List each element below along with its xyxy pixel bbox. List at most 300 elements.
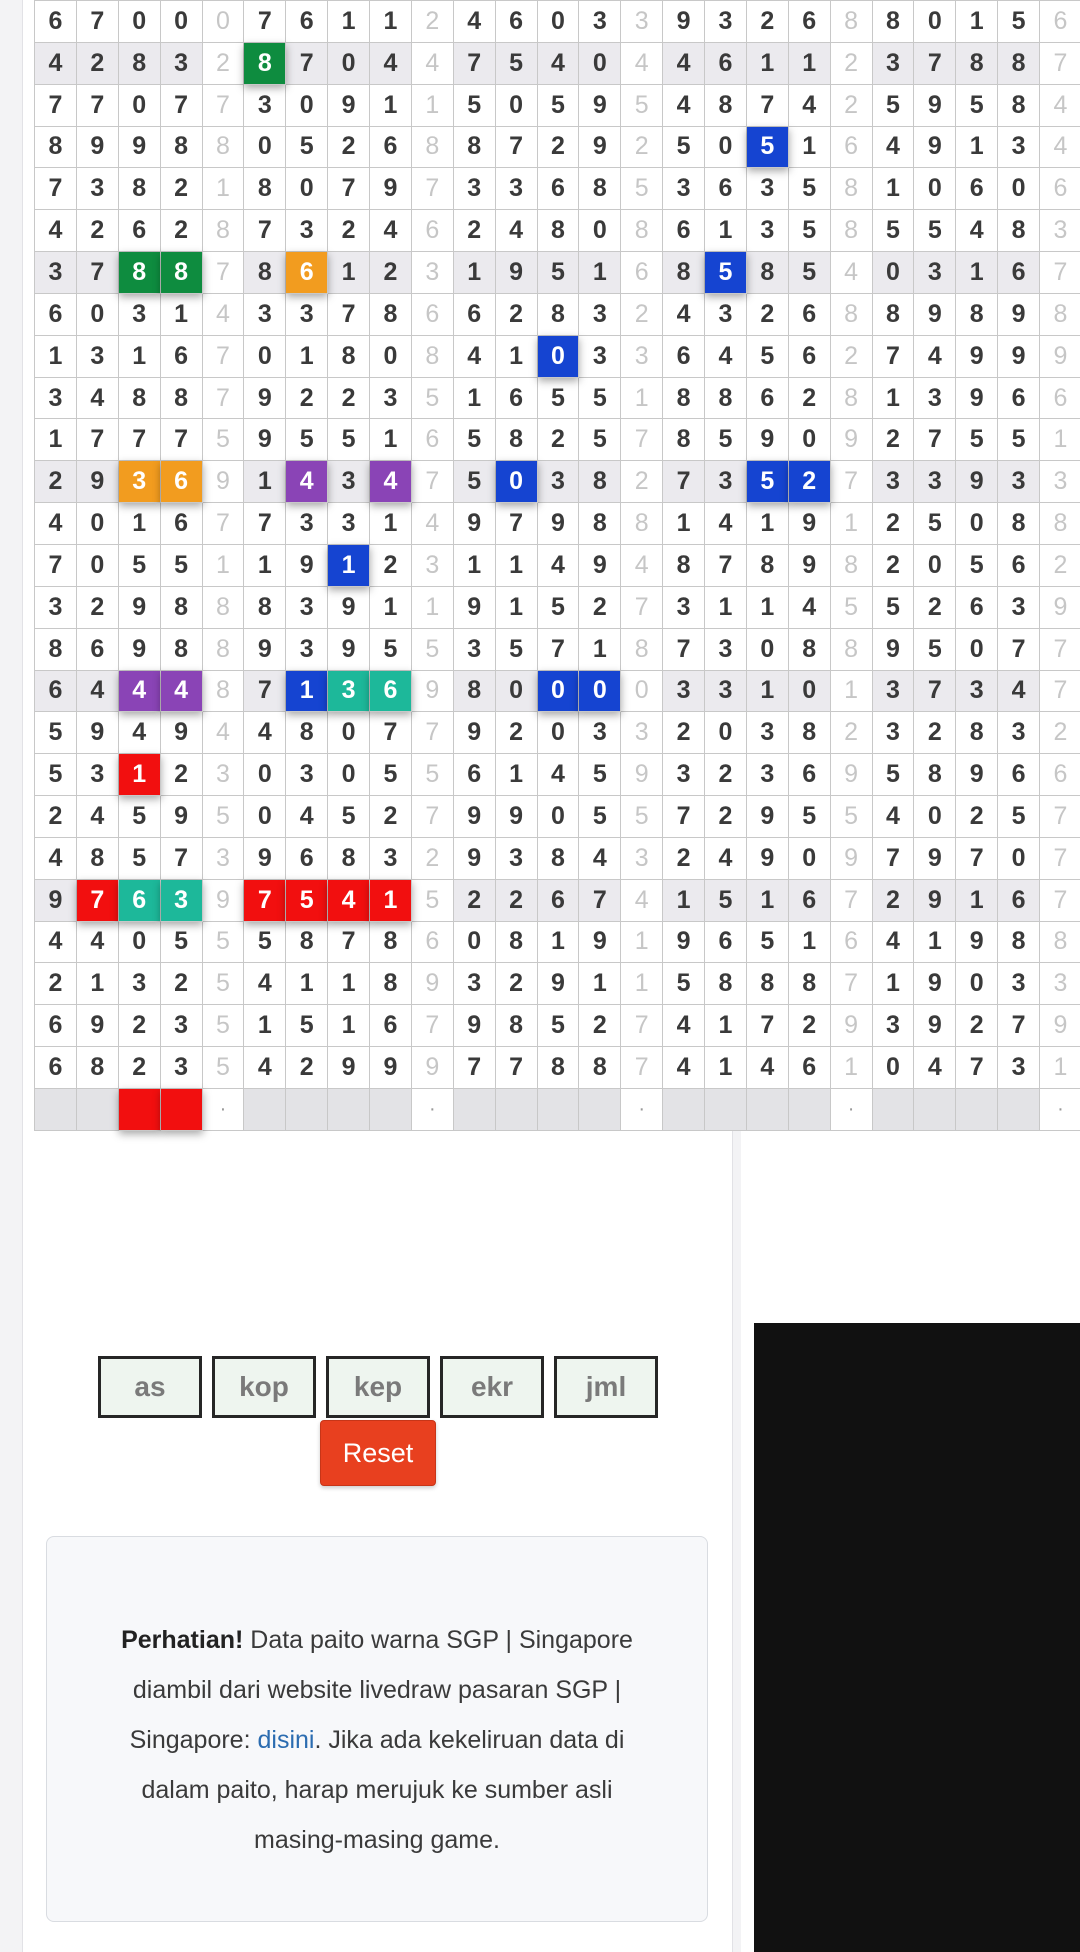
number-cell: 3: [998, 127, 1040, 169]
ekr-button[interactable]: ekr: [440, 1356, 544, 1418]
separator-cell: 8: [831, 629, 873, 671]
separator-cell: 5: [412, 378, 454, 420]
number-cell: 4: [873, 796, 915, 838]
number-cell: 6: [370, 1005, 412, 1047]
number-cell: 6: [538, 880, 580, 922]
number-cell: 8: [538, 294, 580, 336]
number-cell: 0: [914, 545, 956, 587]
number-cell: 5: [747, 461, 789, 503]
number-cell: 6: [496, 1, 538, 43]
number-cell: 3: [454, 629, 496, 671]
number-cell: 3: [579, 336, 621, 378]
number-cell: 4: [873, 922, 915, 964]
jml-button[interactable]: jml: [554, 1356, 658, 1418]
number-cell: 9: [914, 838, 956, 880]
separator-cell: 3: [621, 1, 663, 43]
separator-cell: 7: [1040, 838, 1080, 880]
number-cell: 5: [538, 1005, 580, 1047]
separator-cell: 6: [831, 127, 873, 169]
number-cell: 9: [454, 712, 496, 754]
number-cell: 8: [370, 294, 412, 336]
number-cell: 0: [998, 168, 1040, 210]
number-cell: 2: [747, 294, 789, 336]
number-cell: 0: [956, 963, 998, 1005]
number-cell: 9: [119, 629, 161, 671]
footer-cell: [496, 1089, 538, 1131]
number-cell: 5: [579, 378, 621, 420]
separator-cell: 0: [203, 1, 245, 43]
separator-cell: 8: [1040, 503, 1080, 545]
number-cell: 1: [496, 754, 538, 796]
separator-cell: 5: [621, 85, 663, 127]
number-cell: 0: [119, 1, 161, 43]
separator-cell: 7: [831, 880, 873, 922]
number-cell: 1: [328, 963, 370, 1005]
footer-cell: [119, 1089, 161, 1131]
number-cell: 7: [77, 419, 119, 461]
number-cell: 9: [454, 503, 496, 545]
number-cell: 5: [454, 85, 496, 127]
number-cell: 2: [914, 587, 956, 629]
number-cell: 8: [370, 963, 412, 1005]
number-cell: 2: [370, 252, 412, 294]
number-cell: 9: [747, 419, 789, 461]
number-cell: 6: [789, 880, 831, 922]
footer-cell: [747, 1089, 789, 1131]
kop-button[interactable]: kop: [212, 1356, 316, 1418]
separator-cell: 9: [203, 880, 245, 922]
source-link[interactable]: disini: [257, 1726, 315, 1754]
number-cell: 8: [119, 43, 161, 85]
number-cell: 4: [35, 503, 77, 545]
number-cell: 8: [328, 838, 370, 880]
number-cell: 2: [956, 796, 998, 838]
separator-cell: 8: [621, 503, 663, 545]
separator-cell: 6: [412, 419, 454, 461]
number-cell: 3: [663, 754, 705, 796]
number-cell: 4: [705, 838, 747, 880]
separator-cell: 1: [412, 587, 454, 629]
separator-cell: 2: [412, 838, 454, 880]
number-cell: 9: [914, 127, 956, 169]
number-cell: 5: [454, 419, 496, 461]
separator-cell: 9: [621, 754, 663, 796]
number-cell: 4: [538, 754, 580, 796]
number-cell: 2: [789, 378, 831, 420]
number-cell: 3: [286, 754, 328, 796]
number-cell: 7: [77, 1, 119, 43]
separator-cell: 5: [831, 587, 873, 629]
number-cell: 1: [579, 963, 621, 1005]
number-cell: 4: [35, 43, 77, 85]
number-cell: 9: [914, 85, 956, 127]
number-cell: 8: [789, 629, 831, 671]
separator-cell: 7: [621, 587, 663, 629]
number-cell: 2: [119, 1005, 161, 1047]
number-cell: 0: [328, 754, 370, 796]
number-cell: 4: [956, 210, 998, 252]
number-cell: 6: [998, 880, 1040, 922]
separator-cell: 7: [203, 85, 245, 127]
number-cell: 7: [663, 796, 705, 838]
number-cell: 2: [77, 210, 119, 252]
separator-cell: 7: [412, 461, 454, 503]
number-cell: 5: [705, 252, 747, 294]
separator-cell: 9: [831, 1005, 873, 1047]
number-cell: 9: [914, 880, 956, 922]
number-cell: 9: [579, 545, 621, 587]
separator-cell: 7: [412, 1005, 454, 1047]
number-cell: 2: [496, 880, 538, 922]
number-cell: 1: [454, 378, 496, 420]
number-cell: 2: [370, 796, 412, 838]
number-cell: 3: [747, 168, 789, 210]
separator-cell: 7: [1040, 880, 1080, 922]
number-cell: 4: [35, 922, 77, 964]
number-cell: 1: [579, 629, 621, 671]
number-cell: 3: [286, 629, 328, 671]
separator-cell: 5: [203, 1005, 245, 1047]
number-cell: 3: [119, 294, 161, 336]
number-cell: 2: [161, 168, 203, 210]
number-cell: 1: [370, 1, 412, 43]
number-cell: 0: [244, 754, 286, 796]
number-cell: 8: [663, 419, 705, 461]
number-cell: 5: [119, 545, 161, 587]
number-cell: 4: [119, 712, 161, 754]
number-cell: 4: [286, 461, 328, 503]
separator-cell: 4: [203, 294, 245, 336]
number-cell: 7: [77, 252, 119, 294]
number-cell: 2: [579, 587, 621, 629]
separator-cell: 9: [831, 838, 873, 880]
number-cell: 3: [119, 963, 161, 1005]
separator-cell: 7: [412, 796, 454, 838]
footer-cell: [538, 1089, 580, 1131]
number-cell: 3: [998, 1047, 1040, 1089]
number-cell: 3: [286, 210, 328, 252]
number-cell: 1: [370, 587, 412, 629]
number-cell: 9: [956, 461, 998, 503]
number-cell: 6: [35, 1005, 77, 1047]
number-cell: 3: [663, 587, 705, 629]
separator-cell: 6: [621, 252, 663, 294]
number-cell: 8: [998, 503, 1040, 545]
number-cell: 9: [663, 922, 705, 964]
number-cell: 2: [705, 754, 747, 796]
number-cell: 3: [873, 1005, 915, 1047]
kep-button[interactable]: kep: [326, 1356, 430, 1418]
number-cell: 1: [77, 963, 119, 1005]
number-cell: 2: [454, 880, 496, 922]
footer-cell: [328, 1089, 370, 1131]
number-cell: 2: [663, 712, 705, 754]
number-cell: 0: [789, 838, 831, 880]
number-cell: 2: [747, 1, 789, 43]
number-cell: 1: [244, 461, 286, 503]
separator-cell: 5: [203, 963, 245, 1005]
separator-cell: 8: [203, 210, 245, 252]
number-cell: 7: [579, 880, 621, 922]
number-cell: 3: [35, 252, 77, 294]
separator-cell: 4: [1040, 85, 1080, 127]
separator-cell: 8: [203, 127, 245, 169]
number-cell: 8: [663, 252, 705, 294]
number-cell: 2: [789, 461, 831, 503]
number-cell: 2: [496, 712, 538, 754]
number-cell: 0: [747, 629, 789, 671]
number-cell: 5: [370, 629, 412, 671]
footer-cell: [914, 1089, 956, 1131]
footer-cell: [244, 1089, 286, 1131]
number-cell: 8: [705, 963, 747, 1005]
number-cell: 1: [370, 85, 412, 127]
number-cell: 7: [454, 43, 496, 85]
number-cell: 7: [663, 461, 705, 503]
number-cell: 1: [914, 922, 956, 964]
number-cell: 6: [705, 922, 747, 964]
number-cell: 2: [35, 796, 77, 838]
number-cell: 3: [244, 85, 286, 127]
number-cell: 9: [370, 168, 412, 210]
number-cell: 6: [998, 545, 1040, 587]
number-cell: 8: [328, 336, 370, 378]
separator-cell: 2: [203, 43, 245, 85]
number-cell: 9: [328, 629, 370, 671]
separator-cell: 5: [203, 922, 245, 964]
number-cell: 3: [663, 671, 705, 713]
number-cell: 2: [119, 1047, 161, 1089]
number-cell: 2: [77, 43, 119, 85]
number-cell: 2: [538, 419, 580, 461]
separator-cell: 9: [203, 461, 245, 503]
footer-cell: [998, 1089, 1040, 1131]
number-cell: 9: [579, 922, 621, 964]
separator-cell: 1: [831, 503, 873, 545]
number-cell: 8: [998, 210, 1040, 252]
separator-cell: 8: [831, 210, 873, 252]
number-cell: 7: [496, 127, 538, 169]
number-cell: 3: [873, 461, 915, 503]
number-cell: 9: [956, 336, 998, 378]
number-cell: 4: [538, 43, 580, 85]
number-cell: 9: [35, 880, 77, 922]
footer-cell: ·: [621, 1089, 663, 1131]
number-cell: 8: [77, 1047, 119, 1089]
side-black-panel: [754, 1323, 1080, 1952]
number-cell: 3: [370, 838, 412, 880]
number-cell: 7: [77, 85, 119, 127]
left-page-border: [0, 0, 23, 1952]
number-cell: 3: [747, 712, 789, 754]
number-cell: 7: [244, 503, 286, 545]
number-cell: 6: [370, 671, 412, 713]
number-cell: 6: [998, 754, 1040, 796]
number-cell: 0: [579, 210, 621, 252]
number-cell: 0: [873, 252, 915, 294]
number-cell: 3: [705, 671, 747, 713]
number-cell: 4: [77, 922, 119, 964]
footer-cell: [454, 1089, 496, 1131]
number-cell: 3: [705, 461, 747, 503]
separator-cell: 3: [203, 754, 245, 796]
number-cell: 8: [538, 838, 580, 880]
number-cell: 8: [579, 503, 621, 545]
separator-cell: 7: [1040, 796, 1080, 838]
number-cell: 1: [873, 963, 915, 1005]
number-cell: 2: [956, 1005, 998, 1047]
separator-cell: 1: [621, 963, 663, 1005]
footer-cell: [77, 1089, 119, 1131]
number-cell: 9: [914, 294, 956, 336]
number-cell: 8: [998, 922, 1040, 964]
separator-cell: 6: [1040, 754, 1080, 796]
number-cell: 4: [286, 796, 328, 838]
number-cell: 1: [747, 880, 789, 922]
separator-cell: 5: [412, 629, 454, 671]
number-cell: 9: [747, 838, 789, 880]
number-cell: 7: [496, 1047, 538, 1089]
number-cell: 5: [873, 587, 915, 629]
number-cell: 7: [914, 43, 956, 85]
number-cell: 3: [496, 168, 538, 210]
number-cell: 6: [35, 671, 77, 713]
separator-cell: 7: [1040, 43, 1080, 85]
number-cell: 3: [35, 587, 77, 629]
number-cell: 0: [538, 796, 580, 838]
separator-cell: 3: [621, 712, 663, 754]
notice-box: [46, 1536, 708, 1922]
number-cell: 6: [705, 168, 747, 210]
number-cell: 2: [370, 545, 412, 587]
number-cell: 8: [998, 85, 1040, 127]
number-cell: 8: [663, 378, 705, 420]
number-cell: 0: [538, 671, 580, 713]
number-cell: 6: [35, 1047, 77, 1089]
number-cell: 0: [538, 712, 580, 754]
separator-cell: 5: [412, 754, 454, 796]
number-cell: 5: [161, 545, 203, 587]
number-cell: 1: [538, 922, 580, 964]
number-cell: 9: [454, 1005, 496, 1047]
number-cell: 5: [873, 85, 915, 127]
number-cell: 8: [370, 922, 412, 964]
as-button[interactable]: as: [98, 1356, 202, 1418]
number-cell: 9: [956, 378, 998, 420]
number-cell: 5: [35, 754, 77, 796]
number-cell: 4: [914, 1047, 956, 1089]
notice-text-end: . Jika ada kekeliruan data di dalam paito, harap merujuk ke sumber asli masing-masing game.: [141, 1726, 625, 1854]
number-cell: 5: [998, 1, 1040, 43]
number-cell: 9: [119, 127, 161, 169]
separator-cell: 3: [1040, 461, 1080, 503]
separator-cell: 7: [621, 419, 663, 461]
number-cell: 3: [873, 43, 915, 85]
separator-cell: 2: [621, 294, 663, 336]
number-cell: 7: [956, 1047, 998, 1089]
number-cell: 3: [579, 294, 621, 336]
separator-cell: 3: [412, 545, 454, 587]
number-cell: 3: [286, 294, 328, 336]
number-cell: 5: [956, 545, 998, 587]
number-cell: 3: [119, 461, 161, 503]
number-cell: 6: [998, 378, 1040, 420]
number-cell: 9: [454, 587, 496, 629]
number-cell: 6: [747, 378, 789, 420]
number-cell: 5: [663, 127, 705, 169]
number-cell: 4: [328, 880, 370, 922]
separator-cell: 1: [831, 671, 873, 713]
number-cell: 8: [579, 1047, 621, 1089]
number-cell: 9: [244, 378, 286, 420]
separator-cell: 7: [203, 503, 245, 545]
separator-cell: 8: [203, 587, 245, 629]
number-cell: 2: [873, 545, 915, 587]
number-cell: 3: [161, 43, 203, 85]
number-cell: 8: [244, 252, 286, 294]
number-cell: 9: [998, 294, 1040, 336]
separator-cell: 1: [203, 545, 245, 587]
number-cell: 1: [956, 880, 998, 922]
number-cell: 9: [789, 545, 831, 587]
number-cell: 3: [914, 461, 956, 503]
number-cell: 9: [244, 838, 286, 880]
number-cell: 2: [914, 712, 956, 754]
paito-table: [34, 0, 1080, 1131]
separator-cell: 4: [412, 43, 454, 85]
number-cell: 1: [496, 587, 538, 629]
separator-cell: 8: [621, 210, 663, 252]
separator-cell: 1: [831, 1047, 873, 1089]
separator-cell: 7: [1040, 629, 1080, 671]
number-cell: 1: [705, 587, 747, 629]
separator-cell: 5: [831, 796, 873, 838]
number-cell: 9: [77, 127, 119, 169]
number-cell: 0: [789, 419, 831, 461]
number-cell: 2: [161, 963, 203, 1005]
number-cell: 9: [789, 503, 831, 545]
number-cell: 5: [286, 880, 328, 922]
number-cell: 8: [579, 461, 621, 503]
number-cell: 1: [956, 127, 998, 169]
number-cell: 7: [328, 922, 370, 964]
reset-button[interactable]: Reset: [320, 1420, 436, 1486]
number-cell: 7: [496, 503, 538, 545]
number-cell: 2: [454, 210, 496, 252]
number-cell: 3: [328, 671, 370, 713]
number-cell: 2: [496, 294, 538, 336]
number-cell: 8: [789, 963, 831, 1005]
number-cell: 4: [454, 1, 496, 43]
number-cell: 7: [244, 880, 286, 922]
number-cell: 1: [663, 503, 705, 545]
separator-cell: 2: [412, 1, 454, 43]
separator-cell: 7: [203, 336, 245, 378]
number-cell: 2: [873, 419, 915, 461]
number-cell: 5: [998, 419, 1040, 461]
number-cell: 3: [244, 294, 286, 336]
number-cell: 0: [579, 43, 621, 85]
number-cell: 9: [119, 587, 161, 629]
number-cell: 5: [286, 127, 328, 169]
separator-cell: 6: [1040, 378, 1080, 420]
number-cell: 1: [496, 545, 538, 587]
separator-cell: 7: [621, 1005, 663, 1047]
number-cell: 2: [328, 378, 370, 420]
number-cell: 0: [956, 503, 998, 545]
number-cell: 4: [663, 1005, 705, 1047]
number-cell: 8: [119, 252, 161, 294]
